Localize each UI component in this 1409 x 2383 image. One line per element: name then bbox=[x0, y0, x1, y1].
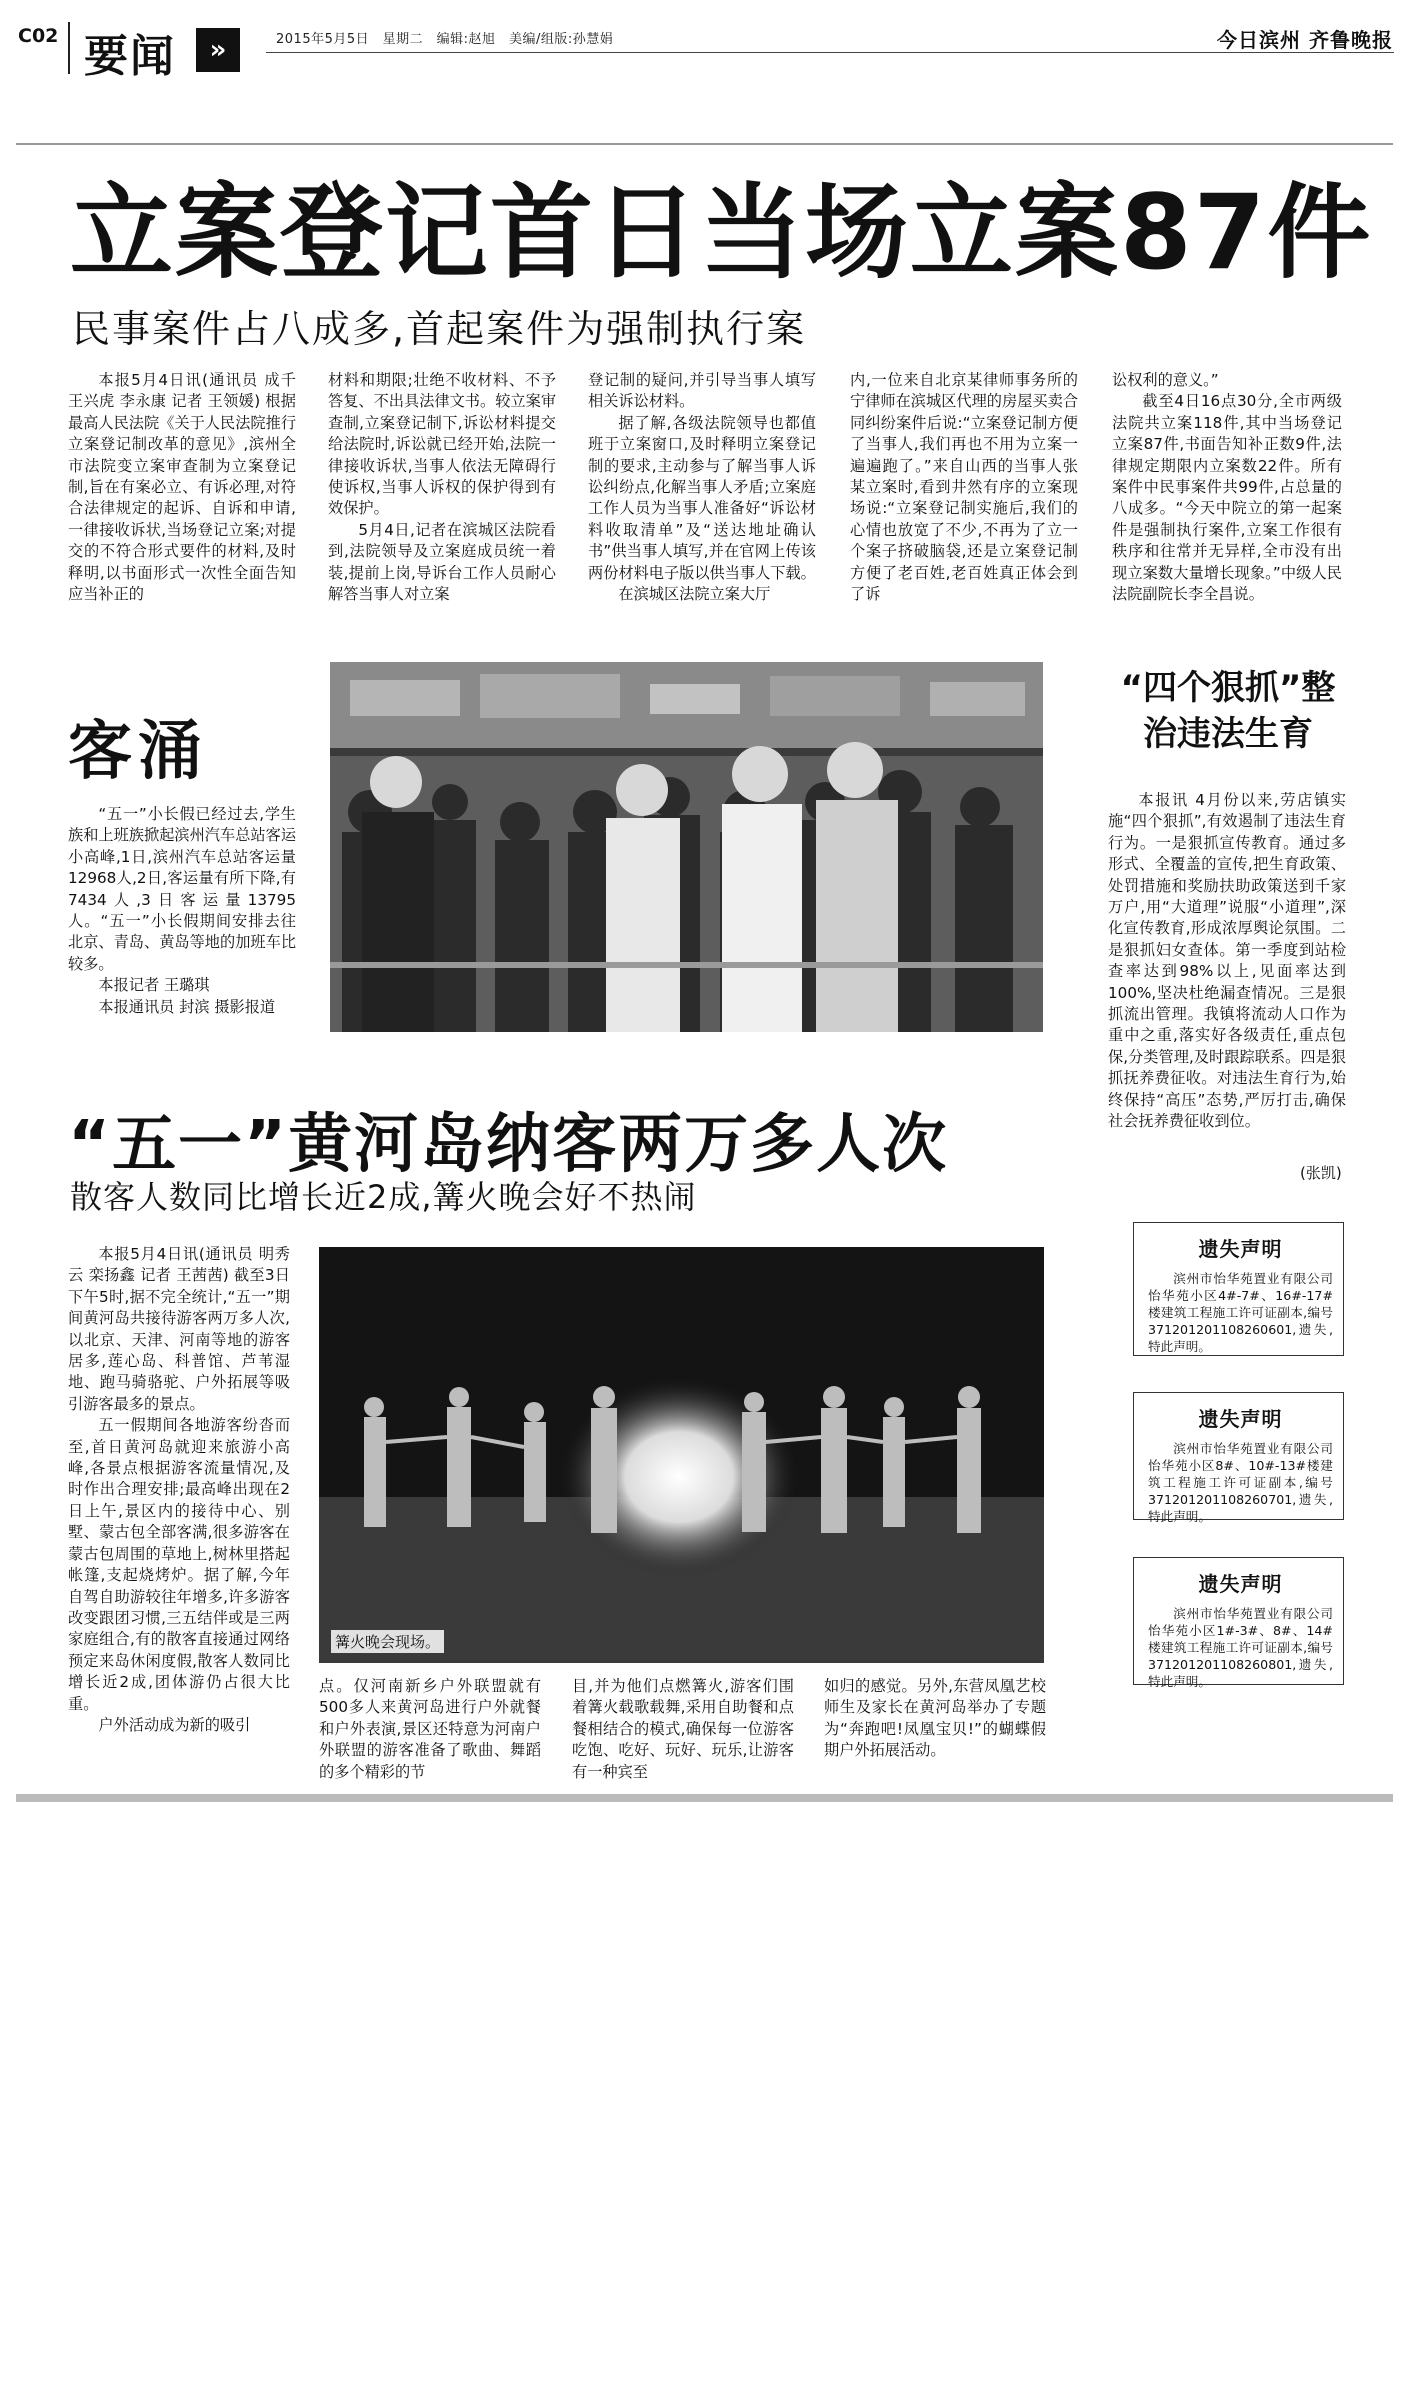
top-rule bbox=[16, 143, 1393, 145]
huanghe-col1-para: 本报5月4日讯(通讯员 明秀云 栾扬鑫 记者 王茜茜) 截至3日下午5时,据不完全统计,“五一”期间黄河岛共接待游客两万多人次,以北京、天津、河南等地的游客居多,莲心岛、科普馆、芦苇湿地、跑马骑骆驼、户外拓展等吸引游客最多的景点。 bbox=[68, 1245, 290, 1413]
huanghe-column-2 bbox=[319, 1676, 541, 1781]
lead-col2-para: 5月4日,记者在滨城区法院看到,法院领导及立案庭成员统一着装,提前上岗,导诉台工作人员耐心解答当事人对立案 bbox=[328, 520, 556, 604]
notice-title: 遗失声明 bbox=[1198, 1572, 1283, 1596]
side-byline: (张凯) bbox=[1300, 1164, 1342, 1182]
notice-body: 滨州市怡华苑置业有限公司怡华苑小区8#、10#-13#楼建筑工程施工许可证副本,编号371201201108260701,遗失,特此声明。 bbox=[1148, 1441, 1333, 1524]
huanghe-headline: “五一”黄河岛纳客两万多人次 bbox=[68, 1108, 949, 1182]
header-divider bbox=[68, 22, 70, 74]
lead-col2-para: 材料和期限;壮绝不收材料、不予答复、不出具法律文书。较立案审查制,立案登记制下,诉讼材料提交给法院时,诉讼就已经开始,法院一律接收诉状,当事人依法无障碍行使诉权,当事人诉权的保护得到有效保护。 bbox=[328, 371, 556, 518]
newspaper-brand: 今日滨州 齐鲁晚报 bbox=[1217, 28, 1393, 52]
lead-headline: 立案登记首日当场立案87件 bbox=[70, 173, 1373, 293]
bottom-rule bbox=[16, 1794, 1393, 1802]
huanghe-subheadline: 散客人数同比增长近2成,篝火晚会好不热闹 bbox=[70, 1178, 697, 1216]
section-arrow-icon: » bbox=[196, 28, 240, 72]
kechong-headline: 客涌 bbox=[68, 715, 208, 789]
page-number: C02 bbox=[18, 25, 59, 47]
station-crowd-photo bbox=[330, 662, 1043, 1032]
kechong-byline-reporter: 本报记者 王璐琪 bbox=[98, 976, 210, 995]
huanghe-column-1 bbox=[68, 1244, 290, 1779]
lead-col3-para: 在滨城区法院立案大厅 bbox=[618, 585, 771, 604]
notice-body: 滨州市怡华苑置业有限公司怡华苑小区1#-3#、8#、14#楼建筑工程施工许可证副本,编号371201201108260801,遗失,特此声明。 bbox=[1148, 1606, 1333, 1689]
huanghe-col2-para: 点。仅河南新乡户外联盟就有500多人来黄河岛进行户外就餐和户外表演,景区还特意为河南户外联盟的游客准备了歌曲、舞蹈的多个精彩的节 bbox=[319, 1677, 541, 1781]
lead-column-4 bbox=[850, 370, 1078, 624]
huanghe-col3-para: 目,并为他们点燃篝火,游客们围着篝火载歌载舞,采用自助餐和点餐相结合的模式,确保每一位游客吃饱、吃好、玩好、玩乐,让游客有一种宾至 bbox=[572, 1677, 794, 1781]
lead-col3-para: 登记制的疑问,并引导当事人填写相关诉讼材料。 bbox=[588, 371, 816, 411]
lead-column-2 bbox=[328, 370, 556, 624]
lead-column-5 bbox=[1112, 370, 1342, 624]
lead-col5-para: 讼权利的意义。” bbox=[1112, 371, 1219, 389]
lead-col3-para: 据了解,各级法院领导也都值班于立案窗口,及时释明立案登记制的要求,主动参与了解当事人诉讼纠纷点,化解当事人矛盾;立案庭工作人员为当事人准备好“诉讼材料收取清单”及“送达地址确认书”供当事人填写,并在官网上传该两份材料电子版以供当事人下载。 bbox=[588, 413, 816, 582]
huanghe-col1-para: 户外活动成为新的吸引 bbox=[98, 1715, 251, 1734]
huanghe-col4-para: 如归的感觉。另外,东营凤凰艺校师生及家长在黄河岛举办了专题为“奔跑吧!凤凰宝贝!”的蝴蝶假期户外拓展活动。 bbox=[824, 1677, 1046, 1760]
header-rule bbox=[266, 52, 1394, 53]
lead-column-3 bbox=[588, 370, 816, 624]
kechong-byline-photo: 本报通讯员 封滨 摄影报道 bbox=[98, 997, 276, 1016]
notice-body: 滨州市怡华苑置业有限公司怡华苑小区4#-7#、16#-17#楼建筑工程施工许可证副本,编号371201201108260601,遗失,特此声明。 bbox=[1148, 1271, 1333, 1354]
issue-meta: 2015年5月5日 星期二 编辑:赵旭 美编/组版:孙慧娟 bbox=[276, 32, 614, 47]
bonfire-photo bbox=[319, 1247, 1044, 1663]
side-headline: “四个狠抓”整治违法生育 bbox=[1120, 668, 1336, 754]
notice-title: 遗失声明 bbox=[1198, 1407, 1283, 1431]
huanghe-col1-para: 五一假期间各地游客纷沓而至,首日黄河岛就迎来旅游小高峰,各景点根据游客流量情况,及时作出合理安排;最高峰出现在2日上午,景区内的接待中心、别墅、蒙古包全部客满,很多游客在蒙古包周围的草地上,树林里搭起帐篷,支起烧烤炉。据了解,今年自驾自助游较往年增多,许多游客改变跟团习惯,三五结伴或是三两家庭组合,有的散客直接通过网络预定来岛休闲度假,散客人数同比增长近2成,团体游仍占很大比重。 bbox=[68, 1416, 290, 1713]
photo-caption: 篝火晚会现场。 bbox=[331, 1630, 444, 1653]
lost-notice-1 bbox=[1133, 1222, 1344, 1356]
side-body bbox=[1108, 790, 1346, 1160]
lead-col1-para: 本报5月4日讯(通讯员 成千 王兴虎 李永康 记者 王领媛) 根据最高人民法院《关于人民法院推行立案登记制改革的意见》,滨州全市法院变立案审查制为立案登记制,旨在有案必立、有诉必理,对符合法律规定的起诉、自诉和申请,一律接收诉状,当场登记立案;对提交的不符合形式要件的材料,及时释明,以书面形式一次性全面告知应当补正的 bbox=[68, 371, 296, 604]
kechong-para: “五一”小长假已经过去,学生族和上班族掀起滨州汽车总站客运小高峰,1日,滨州汽车总站客运量12968人,2日,客运量有所下降,有7434人,3日客运量13795人。“五一”小长假期间安排去往北京、青岛、黄岛等地的加班车比较多。 bbox=[68, 805, 296, 973]
lead-column-1 bbox=[68, 370, 296, 624]
huanghe-column-3 bbox=[572, 1676, 794, 1781]
lead-subheadline: 民事案件占八成多,首起案件为强制执行案 bbox=[72, 307, 807, 351]
lead-col4-para: 内,一位来自北京某律师事务所的宁律师在滨城区代理的房屋买卖合同纠纷案件后说:“立案登记制方便了当事人,我们再也不用为立案一遍遍跑了。”来自山西的当事人张某立案时,看到井然有序的立案现场说:“立案登记制实施后,我们的心情也放宽了不少,不再为了立一个案子挤破脑袋,还是立案登记制方便了老百姓,老百姓真正体会到了诉 bbox=[850, 371, 1078, 604]
lost-notice-3 bbox=[1133, 1557, 1344, 1689]
lost-notice-2 bbox=[1133, 1392, 1344, 1524]
kechong-body bbox=[68, 804, 296, 1044]
lead-col5-para: 截至4日16点30分,全市两级法院共立案118件,其中当场登记立案87件,书面告知补正数9件,法律规定期限内立案数22件。所有案件中民事案件共99件,占总量的八成多。“今天中院立的第一起案件是强制执行案件,立案工作很有秩序和往常并无异样,全市没有出现立案数大量增长现象。”中级人民法院副院长李全昌说。 bbox=[1112, 392, 1342, 604]
huanghe-column-4 bbox=[824, 1676, 1046, 1781]
section-title: 要闻 bbox=[84, 31, 176, 82]
notice-title: 遗失声明 bbox=[1198, 1237, 1283, 1261]
side-para: 本报讯 4月份以来,劳店镇实施“四个狠抓”,有效遏制了违法生育行为。一是狠抓宣传教育。通过多形式、全覆盖的宣传,把生育政策、处罚措施和奖励扶助政策送到千家万户,用“大道理”说服“小道理”,深化宣传教育,形成浓厚舆论氛围。二是狠抓妇女查体。第一季度到站检查率达到98%以上,见面率达到100%,坚决杜绝漏查情况。三是狠抓流出管理。我镇将流动人口作为重中之重,落实好各级责任,重点包保,分类管理,及时跟踪联系。四是狠抓抚养费征收。对违法生育行为,始终保持“高压”态势,严厉打击,确保社会抚养费征收到位。 bbox=[1108, 791, 1346, 1131]
